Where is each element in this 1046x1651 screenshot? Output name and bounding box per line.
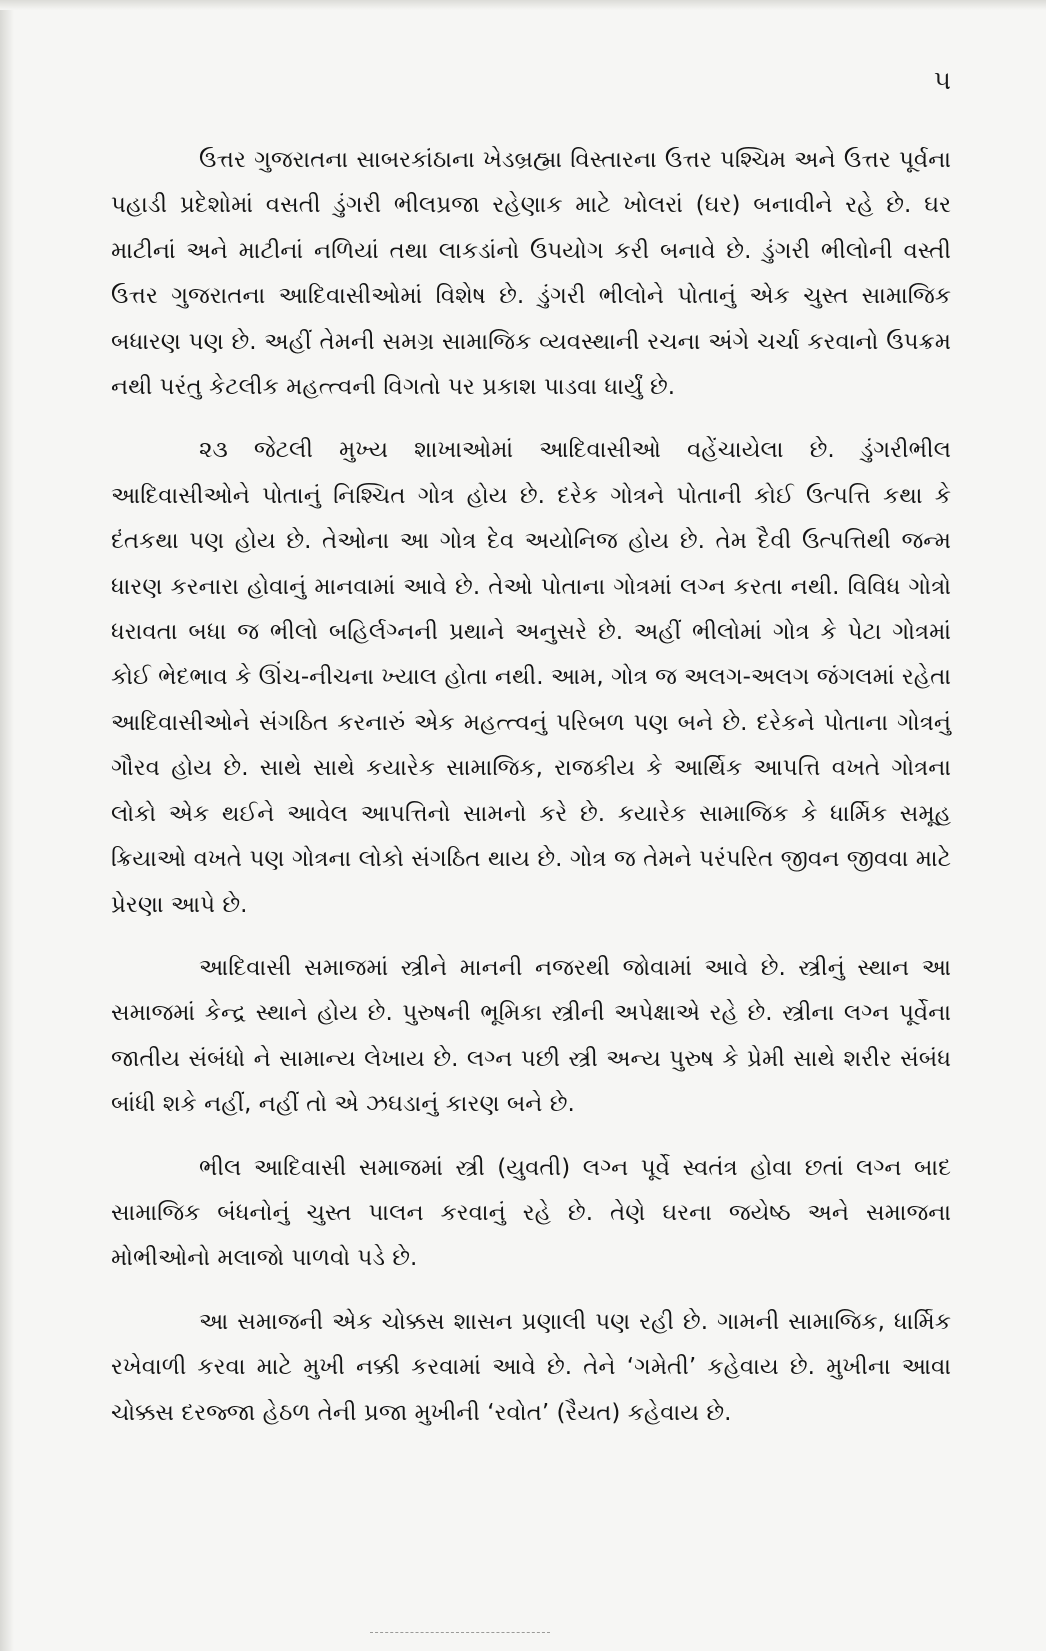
scan-edge-left (0, 0, 14, 1651)
body-text (111, 138, 951, 1436)
paragraph-4: ભીલ આદિવાસી સમાજમાં સ્ત્રી (યુવતી) લગ્ન પૂર્વે સ્વતંત્ર હોવા છતાં લગ્ન બાદ સામાજિક બંધનોનું ચુસ્ત પાલન કરવાનું રહે છે. તેણે ઘરના જયેષ્ઠ અને સમાજના મોભીઓનો મલાજો પાળવો પડે છે. (111, 1154, 951, 1272)
scan-edge-top (0, 0, 1046, 10)
paragraph-1: ઉત્તર ગુજરાતના સાબરકાંઠાના ખેડબ્રહ્મા વિસ્તારના ઉત્તર પશ્ચિમ અને ઉત્તર પૂર્વના પહાડી પ્રદેશોમાં વસતી ડુંગરી ભીલપ્રજા રહેણાક માટે ખોલરાં (ઘર) બનાવીને રહે છે. ઘર માટીનાં અને માટીનાં નળિયાં તથા લાકડાંનો ઉપયોગ કરી બનાવે છે. ડુંગરી ભીલોની વસ્તી ઉત્તર ગુજરાતના આદિવાસીઓમાં વિશેષ છે. ડુંગરી ભીલોને પોતાનું એક ચુસ્ત સામાજિક બધારણ પણ છે. અહીં તેમની સમગ્ર સામાજિક વ્યવસ્થાની રચના અંગે ચર્ચા કરવાનો ઉપક્રમ નથી પરંતુ કેટલીક મહત્ત્વની વિગતો પર પ્રકાશ પાડવા ધાર્યું છે. (111, 147, 951, 401)
page-number: ૫ (933, 66, 951, 96)
bottom-dashed-rule (370, 1632, 550, 1633)
paragraph-5: આ સમાજની એક ચોક્કસ શાસન પ્રણાલી પણ રહી છે. ગામની સામાજિક, ધાર્મિક રખેવાળી કરવા માટે મુખી નક્કી કરવામાં આવે છે. તેને ‘ગમેતી’ કહેવાય છે. મુખીના આવા ચોક્કસ દરજ્જા હેઠળ તેની પ્રજા મુખીની ‘રવોત’ (રૈયત) કહેવાય છે. (111, 1308, 951, 1426)
paragraph-2: ૨૩ જેટલી મુખ્ય શાખાઓમાં આદિવાસીઓ વહેંચાયેલા છે. ડુંગરીભીલ આદિવાસીઓને પોતાનું નિશ્ચિત ગોત્ર હોય છે. દરેક ગોત્રને પોતાની કોઈ ઉત્પત્તિ કથા કે દંતકથા પણ હોય છે. તેઓના આ ગોત્ર દેવ અયોનિજ હોય છે. તેમ દૈવી ઉત્પત્તિથી જન્મ ધારણ કરનારા હોવાનું માનવામાં આવે છે. તેઓ પોતાના ગોત્રમાં લગ્ન કરતા નથી. વિવિધ ગોત્રો ધરાવતા બધા જ ભીલો બહિર્લગ્નની પ્રથાને અનુસરે છે. અહીં ભીલોમાં ગોત્ર કે પેટા ગોત્રમાં કોઈ ભેદભાવ કે ઊંચ-નીચના ખ્યાલ હોતા નથી. આમ, ગોત્ર જ અલગ-અલગ જંગલમાં રહેતા આદિવાસીઓને સંગઠિત કરનારું એક મહત્ત્વનું પરિબળ પણ બને છે. દરેકને પોતાના ગોત્રનું ગૌરવ હોય છે. સાથે સાથે કયારેક સામાજિક, રાજકીય કે આર્થિક આપત્તિ વખતે ગોત્રના લોકો એક થઈને આવેલ આપત્તિનો સામનો કરે છે. કયારેક સામાજિક કે ધાર્મિક સમૂહ ક્રિયાઓ વખતે પણ ગોત્રના લોકો સંગઠિત થાય છે. ગોત્ર જ તેમને પરંપરિત જીવન જીવવા માટે પ્રેરણા આપે છે. (111, 437, 951, 918)
paragraph-3: આદિવાસી સમાજમાં સ્ત્રીને માનની નજરથી જોવામાં આવે છે. સ્ત્રીનું સ્થાન આ સમાજમાં કેન્દ્ર સ્થાને હોય છે. પુરુષની ભૂમિકા સ્ત્રીની અપેક્ષાએ રહે છે. સ્ત્રીના લગ્ન પૂર્વેના જાતીય સંબંધો ને સામાન્ય લેખાય છે. લગ્ન પછી સ્ત્રી અન્ય પુરુષ કે પ્રેમી સાથે શરીર સંબંધ બાંધી શકે નહીં, નહીં તો એ ઝઘડાનું કારણ બને છે. (111, 954, 951, 1118)
